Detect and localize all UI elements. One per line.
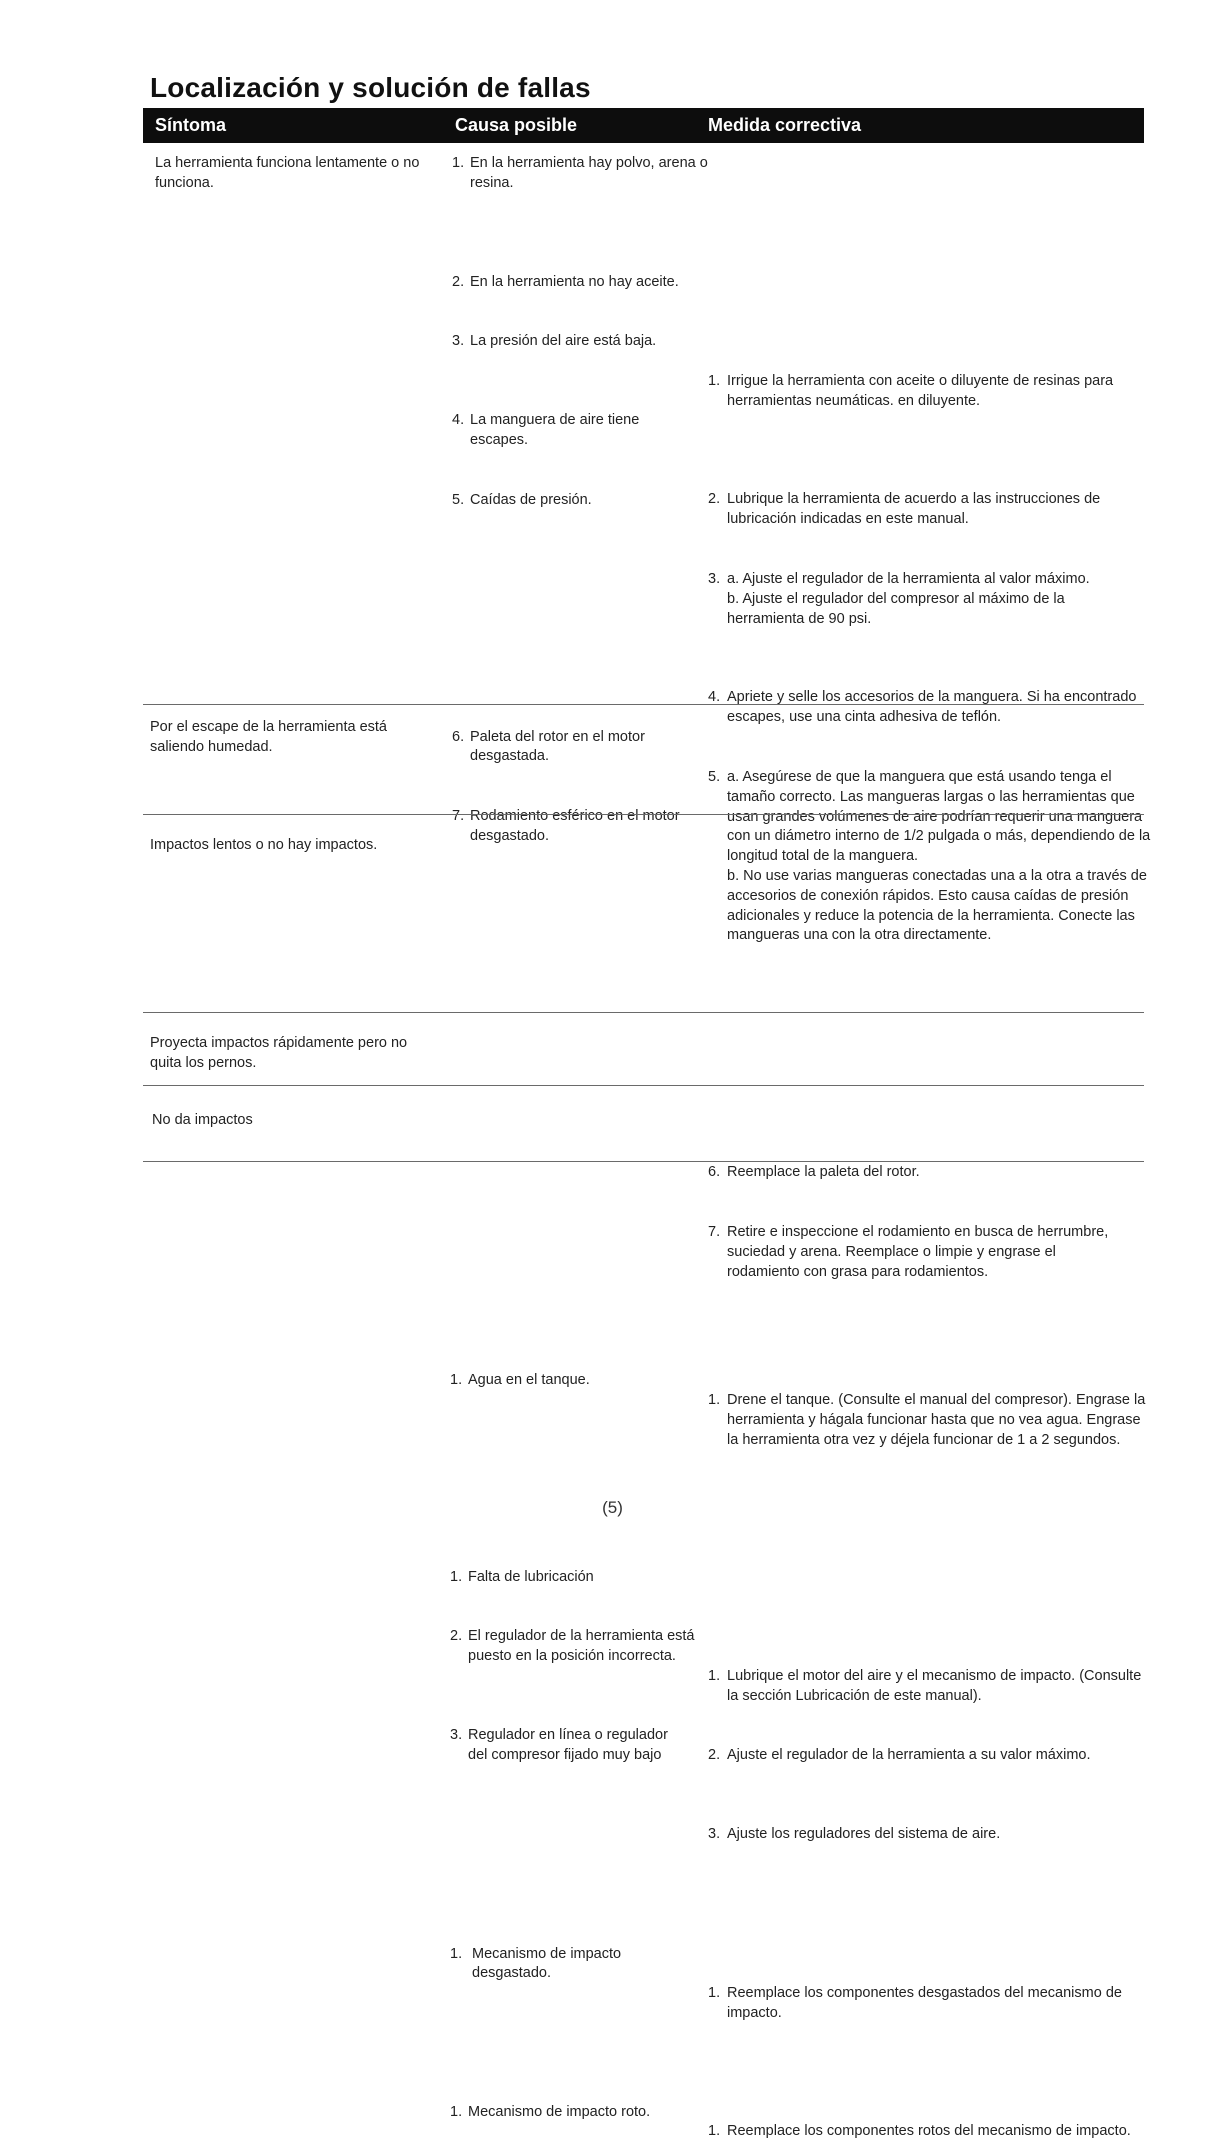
remedy-number: 5. bbox=[708, 768, 721, 785]
row-2-cause-1 bbox=[450, 1568, 708, 1588]
row-2-remedy-1 bbox=[708, 1667, 1147, 1707]
remedy-number: 6. bbox=[708, 1164, 721, 1181]
row-0-remedy-5 bbox=[708, 768, 1152, 946]
cause-text: Regulador en línea o regulador del compresor fijado muy bajo bbox=[468, 1726, 668, 1763]
remedy-text: Ajuste los reguladores del sistema de aire. bbox=[727, 1825, 1001, 1842]
row-divider bbox=[143, 704, 1144, 705]
remedy-text: Ajuste el regulador de la herramienta a su valor máximo. bbox=[727, 1747, 1091, 1764]
cause-number: 1. bbox=[452, 155, 465, 171]
header-remedy: Medida correctiva bbox=[708, 115, 862, 135]
remedy-number: 1. bbox=[708, 372, 721, 389]
row-divider bbox=[143, 814, 1144, 815]
cause-number: 3. bbox=[452, 333, 465, 350]
header-cause: Causa posible bbox=[455, 115, 578, 135]
row-0-cause-3 bbox=[452, 332, 710, 352]
remedy-number: 1. bbox=[708, 1392, 721, 1409]
cause-number: 1. bbox=[450, 1569, 463, 1586]
row-0-remedy-7 bbox=[708, 1223, 1132, 1282]
row-0-remedy-1 bbox=[708, 372, 1122, 412]
page-title: Localización y solución de fallas bbox=[150, 72, 591, 103]
cause-text: Mecanismo de impacto roto. bbox=[468, 2103, 651, 2120]
cause-number: 1. bbox=[450, 1372, 463, 1389]
row-3-remedy-1 bbox=[708, 1984, 1157, 2024]
row-divider bbox=[143, 1161, 1144, 1162]
cause-text: En la herramienta hay polvo, arena o resina. bbox=[470, 155, 708, 191]
remedy-text: Lubrique la herramienta de acuerdo a las instrucciones de lubricación indicadas en este manual. bbox=[727, 491, 1101, 528]
cause-text: La manguera de aire tiene escapes. bbox=[470, 412, 640, 448]
row-4-cause-1 bbox=[450, 2103, 728, 2123]
row-4-remedy-1 bbox=[708, 2122, 1137, 2141]
row-2-cause-2 bbox=[450, 1627, 708, 1667]
cause-text: Agua en el tanque. bbox=[468, 1372, 590, 1389]
remedy-number: 2. bbox=[708, 1747, 721, 1764]
cause-text: Mecanismo de impacto desgastado. bbox=[472, 1945, 622, 1982]
remedy-number: 1. bbox=[708, 1668, 721, 1685]
row-0-cause-6 bbox=[452, 728, 705, 768]
cause-number: 2. bbox=[450, 1628, 463, 1645]
remedy-number: 3. bbox=[708, 570, 721, 587]
cause-number: 6. bbox=[452, 728, 465, 745]
cause-number: 1. bbox=[450, 1945, 463, 1962]
row-1-symptom: Por el escape de la herramienta está saliendo humedad. bbox=[150, 719, 387, 755]
row-2-symptom: Impactos lentos o no hay impactos. bbox=[150, 837, 378, 853]
remedy-text: Reemplace los componentes rotos del mecanismo de impacto. bbox=[727, 2122, 1131, 2139]
cause-text: Paleta del rotor en el motor desgastada. bbox=[470, 728, 645, 765]
row-3-symptom: Proyecta impactos rápidamente pero no quita los pernos. bbox=[150, 1035, 408, 1071]
remedy-number: 1. bbox=[708, 1985, 721, 2002]
cause-text: Rodamiento esférico en el motor desgastado. bbox=[470, 808, 680, 844]
header-symptom: Síntoma bbox=[155, 115, 227, 135]
remedy-text: a. Asegúrese de que la manguera que está usando tenga el tamaño correcto. Las mangueras largas o las herramientas que usan grandes volúmenes de aire podrían requerir una manguera con un diámetro interno de 1/2 pulgada o más, dependiendo de la longitud total de la manguera. bbox=[727, 768, 1151, 865]
row-1-remedy-1 bbox=[708, 1391, 1152, 1450]
row-0-cause-4 bbox=[452, 411, 695, 451]
remedy-text: Reemplace la paleta del rotor. bbox=[727, 1164, 920, 1181]
cause-number: 5. bbox=[452, 491, 465, 508]
table-header bbox=[143, 108, 1144, 143]
row-0-symptom: La herramienta funciona lentamente o no funciona. bbox=[155, 155, 420, 191]
row-2-remedy-2 bbox=[708, 1746, 1152, 1766]
cause-text: Caídas de presión. bbox=[470, 491, 592, 508]
remedy-text: Drene el tanque. (Consulte el manual del compresor). Engrase la herramienta y hágala funcionar hasta que no vea agua. Engrase la herramienta otra vez y déjela funcionar de 1 a 2 segundos. bbox=[727, 1392, 1146, 1448]
row-3-cause-1 bbox=[450, 1945, 672, 1985]
remedy-text: Apriete y selle los accesorios de la manguera. Si ha encontrado escapes, use una cinta adhesiva de teflón. bbox=[727, 689, 1137, 726]
row-4-symptom: No da impactos bbox=[152, 1112, 253, 1128]
remedy-text: Lubrique el motor del aire y el mecanismo de impacto. (Consulte la sección Lubricación de este manual). bbox=[727, 1668, 1142, 1705]
remedy-subitem: b. No use varias mangueras conectadas una a la otra a través de accesorios de conexión rápidos. Esto causa caídas de presión adicionales y reduce la potencia de la herramienta. Conecte las mangueras una con la otra directamente. bbox=[727, 867, 1147, 944]
row-1-cause-1 bbox=[450, 1371, 708, 1391]
remedy-number: 3. bbox=[708, 1825, 721, 1842]
cause-text: En la herramienta no hay aceite. bbox=[470, 273, 679, 290]
cause-text: El regulador de la herramienta está puesto en la posición incorrecta. bbox=[468, 1628, 695, 1665]
page-number: (5) bbox=[602, 1498, 623, 1517]
row-0-cause-2 bbox=[452, 273, 730, 293]
remedy-number: 1. bbox=[708, 2122, 721, 2139]
remedy-number: 2. bbox=[708, 491, 721, 508]
remedy-text: Irrigue la herramienta con aceite o diluyente de resinas para herramientas neumáticas. en diluyente. bbox=[727, 372, 1114, 409]
row-divider bbox=[143, 1012, 1144, 1013]
cause-number: 1. bbox=[450, 2103, 463, 2120]
cause-text: La presión del aire está baja. bbox=[470, 333, 657, 350]
remedy-number: 7. bbox=[708, 1223, 721, 1240]
cause-number: 4. bbox=[452, 412, 465, 429]
row-0-cause-1 bbox=[452, 154, 710, 194]
remedy-text: Reemplace los componentes desgastados del mecanismo de impacto. bbox=[727, 1985, 1122, 2022]
row-0-remedy-6 bbox=[708, 1163, 1152, 1183]
row-divider bbox=[143, 1085, 1144, 1086]
row-2-cause-3 bbox=[450, 1726, 683, 1766]
remedy-subitem: b. Ajuste el regulador del compresor al máximo de la herramienta de 90 psi. bbox=[727, 590, 1065, 627]
row-0-remedy-4 bbox=[708, 688, 1152, 728]
cause-text: Falta de lubricación bbox=[468, 1569, 594, 1586]
row-0-remedy-2 bbox=[708, 490, 1147, 530]
cause-number: 7. bbox=[452, 808, 465, 825]
row-0-cause-5 bbox=[452, 491, 710, 511]
remedy-text: Retire e inspeccione el rodamiento en busca de herrumbre, suciedad y arena. Reemplace o limpie y engrase el rodamiento con grasa para rodamientos. bbox=[727, 1223, 1109, 1280]
remedy-number: 4. bbox=[708, 689, 721, 706]
cause-number: 2. bbox=[452, 273, 465, 290]
row-0-remedy-3 bbox=[708, 570, 1152, 629]
row-2-remedy-3 bbox=[708, 1825, 1152, 1845]
remedy-text: a. Ajuste el regulador de la herramienta al valor máximo. bbox=[727, 570, 1090, 587]
cause-number: 3. bbox=[450, 1726, 463, 1743]
